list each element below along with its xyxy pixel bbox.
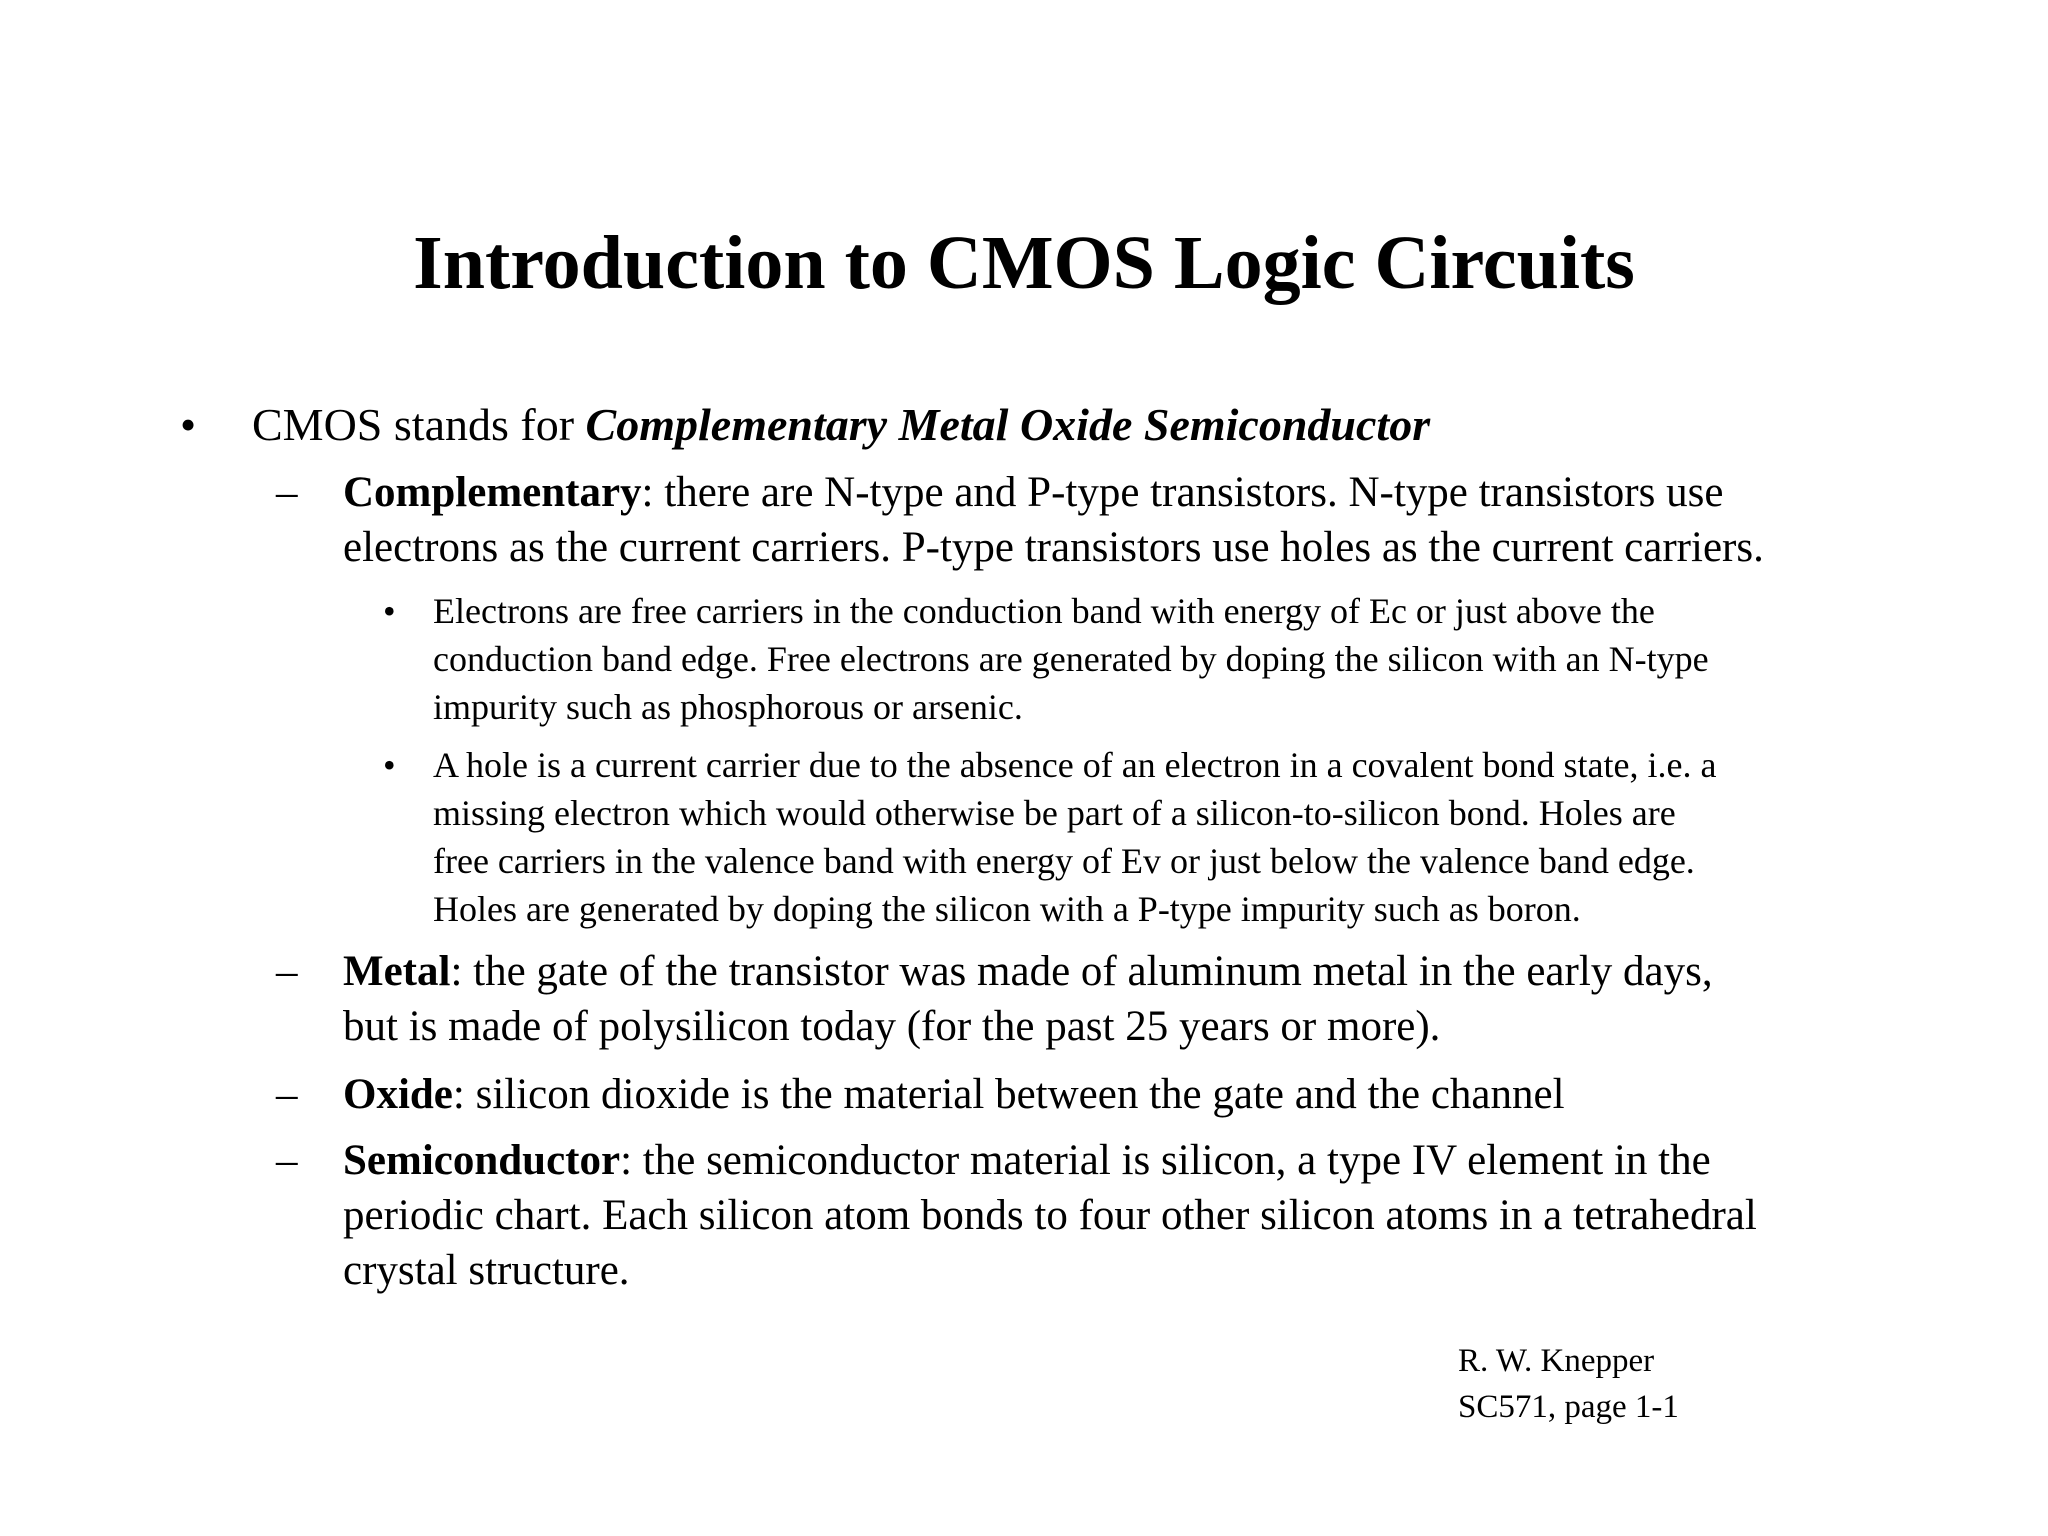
main-point-emphasis: Complementary Metal Oxide Semiconductor (585, 399, 1431, 450)
bullet-electrons: • (383, 591, 396, 631)
metal-line-2: but is made of polysilicon today (for the past 25 years or more). (343, 1003, 1441, 1050)
semiconductor-line-3: crystal structure. (343, 1247, 630, 1294)
semiconductor-term: Semiconductor (343, 1137, 621, 1184)
footer-author: R. W. Knepper (1458, 1343, 1655, 1379)
holes-line-1: A hole is a current carrier due to the absence of an electron in a covalent bond state, i.e. a (433, 745, 1717, 785)
bullet-level1: • (180, 399, 197, 450)
metal-text-1: : the gate of the transistor was made of aluminum metal in the early days, (450, 948, 1713, 995)
complementary-term: Complementary (343, 469, 642, 516)
metal-term: Metal (343, 948, 451, 995)
bullet-holes: • (383, 745, 396, 785)
dash-complementary: – (276, 469, 298, 516)
dash-metal: – (276, 948, 298, 995)
oxide-line-1 (343, 1067, 1565, 1122)
main-point (252, 397, 1430, 453)
complementary-line-2: electrons as the current carriers. P-type transistors use holes as the current carriers. (343, 524, 1764, 571)
dash-semiconductor: – (276, 1137, 298, 1184)
footer-page-number: SC571, page 1-1 (1458, 1389, 1679, 1425)
semiconductor-line-1 (343, 1133, 1711, 1188)
electrons-line-1: Electrons are free carriers in the conduction band with energy of Ec or just above the (433, 591, 1655, 631)
oxide-term: Oxide (343, 1071, 453, 1118)
electrons-line-3: impurity such as phosphorous or arsenic. (433, 687, 1023, 727)
semiconductor-text-1: : the semiconductor material is silicon, a type IV element in the (620, 1137, 1711, 1184)
dash-oxide: – (276, 1071, 298, 1118)
holes-line-3: free carriers in the valence band with energy of Ev or just below the valence band edge. (433, 841, 1695, 881)
semiconductor-line-2: periodic chart. Each silicon atom bonds to four other silicon atoms in a tetrahedral (343, 1192, 1757, 1239)
electrons-line-2: conduction band edge. Free electrons are generated by doping the silicon with an N-type (433, 639, 1709, 679)
complementary-line-1 (343, 465, 1723, 520)
slide-title: Introduction to CMOS Logic Circuits (413, 221, 1635, 305)
oxide-text-1: : silicon dioxide is the material between the gate and the channel (452, 1071, 1565, 1118)
main-point-text: CMOS stands for (252, 399, 586, 450)
metal-line-1 (343, 944, 1713, 999)
holes-line-4: Holes are generated by doping the silicon with a P-type impurity such as boron. (433, 889, 1581, 929)
slide-footer (1458, 1338, 1679, 1430)
complementary-text-1: : there are N-type and P-type transistors. N-type transistors use (641, 469, 1724, 516)
holes-line-2: missing electron which would otherwise be part of a silicon-to-silicon bond. Holes are (433, 793, 1676, 833)
